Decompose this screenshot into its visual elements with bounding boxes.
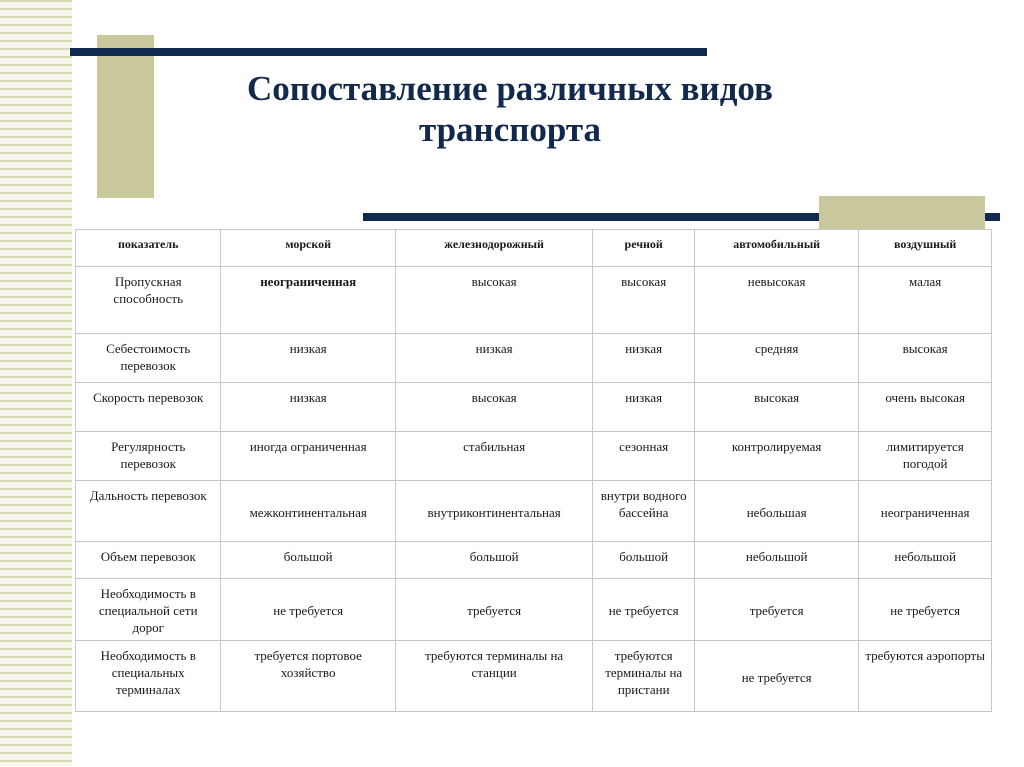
cell-air: неограниченная bbox=[859, 481, 992, 542]
row-label: Объем перевозок bbox=[76, 542, 221, 579]
cell-rail: низкая bbox=[395, 334, 592, 383]
row-label: Себестоимость перевозок bbox=[76, 334, 221, 383]
comparison-table bbox=[75, 229, 992, 712]
cell-sea: межконтинентальная bbox=[221, 481, 395, 542]
cell-road: небольшая bbox=[695, 481, 859, 542]
slide-title-line-2: транспорта bbox=[418, 110, 602, 149]
table-row bbox=[76, 432, 992, 481]
cell-road: контролируемая bbox=[695, 432, 859, 481]
row-label: Скорость перевозок bbox=[76, 383, 221, 432]
cell-sea: неограниченная bbox=[221, 267, 395, 334]
table-row bbox=[76, 481, 992, 542]
cell-river: внутри водного бассейна bbox=[593, 481, 695, 542]
slide-title bbox=[210, 68, 810, 150]
table-header-row bbox=[76, 230, 992, 267]
cell-rail: стабильная bbox=[395, 432, 592, 481]
cell-rail: большой bbox=[395, 542, 592, 579]
table-row bbox=[76, 641, 992, 712]
cell-air: малая bbox=[859, 267, 992, 334]
header-sea: морской bbox=[221, 230, 395, 267]
cell-river: большой bbox=[593, 542, 695, 579]
row-label: Необходимость в специальных терминалах bbox=[76, 641, 221, 712]
cell-air: лимитируется погодой bbox=[859, 432, 992, 481]
cell-air: высокая bbox=[859, 334, 992, 383]
cell-road: небольшой bbox=[695, 542, 859, 579]
cell-river: требуются терминалы на пристани bbox=[593, 641, 695, 712]
decorative-line-top bbox=[70, 48, 707, 56]
cell-sea: иногда ограниченная bbox=[221, 432, 395, 481]
header-river: речной bbox=[593, 230, 695, 267]
cell-road: невысокая bbox=[695, 267, 859, 334]
header-indicator: показатель bbox=[76, 230, 221, 267]
cell-road: требуется bbox=[695, 579, 859, 641]
cell-road: высокая bbox=[695, 383, 859, 432]
cell-air: очень высокая bbox=[859, 383, 992, 432]
cell-sea: низкая bbox=[221, 334, 395, 383]
row-label: Регулярность перевозок bbox=[76, 432, 221, 481]
cell-rail: высокая bbox=[395, 383, 592, 432]
row-label: Пропускная способность bbox=[76, 267, 221, 334]
table-row bbox=[76, 383, 992, 432]
cell-rail: высокая bbox=[395, 267, 592, 334]
row-label: Дальность перевозок bbox=[76, 481, 221, 542]
row-label: Необходимость в специальной сети дорог bbox=[76, 579, 221, 641]
table-row bbox=[76, 267, 992, 334]
comparison-table-container bbox=[75, 229, 992, 712]
cell-river: высокая bbox=[593, 267, 695, 334]
cell-river: низкая bbox=[593, 334, 695, 383]
cell-rail: требуются терминалы на станции bbox=[395, 641, 592, 712]
header-rail: железнодорожный bbox=[395, 230, 592, 267]
cell-air: не требуется bbox=[859, 579, 992, 641]
cell-sea: низкая bbox=[221, 383, 395, 432]
cell-sea: не требуется bbox=[221, 579, 395, 641]
slide-title-line-1: Сопоставление различных видов bbox=[247, 69, 773, 108]
cell-road: не требуется bbox=[695, 641, 859, 712]
header-road: автомобильный bbox=[695, 230, 859, 267]
cell-sea: большой bbox=[221, 542, 395, 579]
decorative-block-left bbox=[97, 35, 154, 198]
decorative-side-strip bbox=[0, 0, 72, 767]
cell-rail: требуется bbox=[395, 579, 592, 641]
cell-river: низкая bbox=[593, 383, 695, 432]
cell-air: небольшой bbox=[859, 542, 992, 579]
table-row bbox=[76, 579, 992, 641]
cell-river: сезонная bbox=[593, 432, 695, 481]
table-row bbox=[76, 542, 992, 579]
header-air: воздушный bbox=[859, 230, 992, 267]
cell-river: не требуется bbox=[593, 579, 695, 641]
cell-sea: требуется портовое хозяйство bbox=[221, 641, 395, 712]
table-row bbox=[76, 334, 992, 383]
cell-air: требуются аэропорты bbox=[859, 641, 992, 712]
cell-rail: внутриконтинентальная bbox=[395, 481, 592, 542]
cell-road: средняя bbox=[695, 334, 859, 383]
